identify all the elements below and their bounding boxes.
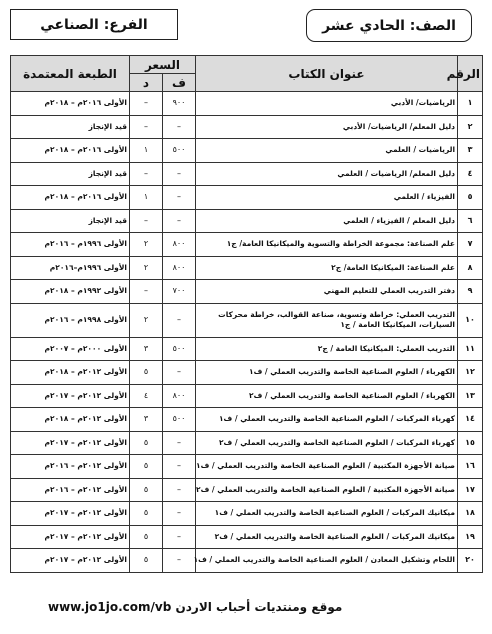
- row-price-dinar: ٣: [130, 337, 163, 361]
- table-row: [11, 280, 483, 304]
- row-price-fils: ٥٠٠: [163, 408, 196, 432]
- row-price-dinar: ٣: [130, 408, 163, 432]
- row-price-fils: –: [163, 162, 196, 186]
- row-edition: قيد الإنجاز: [11, 162, 130, 186]
- row-edition: الأولى ٢٠١٢م – ٢٠١٧م: [11, 431, 130, 455]
- row-edition: الأولى ١٩٩٨م – ٢٠١٦م: [11, 303, 130, 337]
- row-title: دليل المعلم/ الرياضيات/ الأدبي: [196, 115, 458, 139]
- row-price-dinar: –: [130, 115, 163, 139]
- row-number: ١٥: [458, 431, 483, 455]
- row-price-fils: –: [163, 525, 196, 549]
- row-price-fils: ٩٠٠: [163, 92, 196, 116]
- table-row: [11, 209, 483, 233]
- row-edition: الأولى ٢٠١٦م – ٢٠١٨م: [11, 186, 130, 210]
- table-row: [11, 303, 483, 337]
- row-price-fils: –: [163, 115, 196, 139]
- row-number: ١٤: [458, 408, 483, 432]
- row-price-fils: –: [163, 455, 196, 479]
- table-row: [11, 384, 483, 408]
- header-price: السعر: [130, 56, 196, 74]
- table-row: [11, 233, 483, 257]
- row-title: الفيزياء / العلمي: [196, 186, 458, 210]
- row-price-fils: –: [163, 209, 196, 233]
- row-price-dinar: ٢: [130, 303, 163, 337]
- table-row: [11, 186, 483, 210]
- row-number: ٨: [458, 256, 483, 280]
- row-title: الرياضيات/ الأدبي: [196, 92, 458, 116]
- row-number: ٣: [458, 139, 483, 163]
- row-title: الرياضيات / العلمي: [196, 139, 458, 163]
- table-row: [11, 361, 483, 385]
- row-title: كهرباء المركبات / العلوم الصناعية الخاصة والتدريب العملي / ف٢: [196, 431, 458, 455]
- table-row: [11, 549, 483, 573]
- row-edition: الأولى ١٩٩٢م – ٢٠١٨م: [11, 280, 130, 304]
- table-row: [11, 525, 483, 549]
- row-edition: الأولى ٢٠١٢م – ٢٠١٦م: [11, 455, 130, 479]
- row-number: ٦: [458, 209, 483, 233]
- row-price-dinar: ١: [130, 139, 163, 163]
- row-number: ١٢: [458, 361, 483, 385]
- row-title: علم الصناعة: الميكانيكا العامة/ ج٢: [196, 256, 458, 280]
- row-title: اللحام وتشكيل المعادن / العلوم الصناعية الخاصة والتدريب العملي / ف١: [196, 549, 458, 573]
- row-title: ميكانيك المركبات / العلوم الصناعية الخاصة والتدريب العملي / ف٢: [196, 525, 458, 549]
- row-edition: الأولى ٢٠١٢م – ٢٠١٨م: [11, 361, 130, 385]
- row-edition: الأولى ٢٠١٢م – ٢٠١٧م: [11, 549, 130, 573]
- row-title: كهرباء المركبات / العلوم الصناعية الخاصة والتدريب العملي / ف١: [196, 408, 458, 432]
- table-row: [11, 408, 483, 432]
- row-edition: الأولى ١٩٩٦م – ٢٠١٦م: [11, 233, 130, 257]
- row-title: التدريب العملي: خراطة وتسوية، صناعة القوالب، خراطة محركات السيارات، الميكانيكا العامة / ج١: [196, 303, 458, 337]
- row-edition: الأولى ٢٠٠٠م – ٢٠٠٧م: [11, 337, 130, 361]
- row-number: ١٩: [458, 525, 483, 549]
- row-price-dinar: ١: [130, 186, 163, 210]
- row-price-fils: –: [163, 502, 196, 526]
- row-title: علم الصناعة: مجموعة الخراطة والتسوية والميكانيكا العامة/ ج١: [196, 233, 458, 257]
- table-row: [11, 502, 483, 526]
- row-title: دفتر التدريب العملي للتعليم المهني: [196, 280, 458, 304]
- row-price-fils: ٧٠٠: [163, 280, 196, 304]
- row-price-fils: ٥٠٠: [163, 337, 196, 361]
- row-number: ٥: [458, 186, 483, 210]
- row-price-dinar: –: [130, 280, 163, 304]
- row-number: ٤: [458, 162, 483, 186]
- table-row: [11, 139, 483, 163]
- row-price-fils: –: [163, 478, 196, 502]
- row-price-dinar: ٥: [130, 549, 163, 573]
- row-number: ٢: [458, 115, 483, 139]
- row-title: دليل المعلم / الفيزياء / العلمي: [196, 209, 458, 233]
- row-number: ١٨: [458, 502, 483, 526]
- row-number: ١٧: [458, 478, 483, 502]
- row-edition: الأولى ٢٠١٦م – ٢٠١٨م: [11, 92, 130, 116]
- row-price-dinar: ٥: [130, 478, 163, 502]
- table-row: [11, 478, 483, 502]
- row-price-fils: –: [163, 361, 196, 385]
- row-price-fils: –: [163, 549, 196, 573]
- row-edition: الأولى ٢٠١٦م – ٢٠١٨م: [11, 139, 130, 163]
- row-price-dinar: ٢: [130, 233, 163, 257]
- row-edition: قيد الإنجاز: [11, 115, 130, 139]
- row-edition: الأولى ٢٠١٢م – ٢٠١٧م: [11, 502, 130, 526]
- row-title: دليل المعلم/ الرياضيات / العلمي: [196, 162, 458, 186]
- footer-url[interactable]: www.jo1jo.com/vb: [48, 600, 172, 614]
- row-title: الكهرباء / العلوم الصناعية الخاصة والتدريب العملي / ف٢: [196, 384, 458, 408]
- branch-label: [10, 9, 178, 40]
- grade-label: [306, 9, 472, 42]
- row-price-fils: –: [163, 431, 196, 455]
- header-title: عنوان الكتاب: [196, 56, 458, 92]
- row-number: ٩: [458, 280, 483, 304]
- row-number: ١٦: [458, 455, 483, 479]
- header-edition: الطبعة المعتمدة: [11, 56, 130, 92]
- row-title: صيانة الأجهزة المكتبية / العلوم الصناعية الخاصة والتدريب العملي / ف٢: [196, 478, 458, 502]
- footer-site: موقع ومنتديات أحباب الاردن: [175, 600, 343, 614]
- row-price-fils: ٨٠٠: [163, 384, 196, 408]
- row-price-dinar: ٥: [130, 502, 163, 526]
- row-price-fils: ٨٠٠: [163, 233, 196, 257]
- row-edition: الأولى ١٩٩٦م–٢٠١٦م: [11, 256, 130, 280]
- table-row: [11, 162, 483, 186]
- row-price-dinar: ٤: [130, 384, 163, 408]
- row-price-dinar: ٥: [130, 431, 163, 455]
- row-price-dinar: ٢: [130, 256, 163, 280]
- row-number: ٢٠: [458, 549, 483, 573]
- row-title: الكهرباء / العلوم الصناعية الخاصة والتدريب العملي / ف١: [196, 361, 458, 385]
- row-number: ١٠: [458, 303, 483, 337]
- row-edition: قيد الإنجاز: [11, 209, 130, 233]
- row-price-dinar: ٥: [130, 361, 163, 385]
- grade-text: الصف: الحادي عشر: [322, 17, 456, 34]
- row-title: ميكانيك المركبات / العلوم الصناعية الخاصة والتدريب العملي / ف١: [196, 502, 458, 526]
- table-row: [11, 431, 483, 455]
- footer: [48, 600, 342, 614]
- branch-text: الفرع: الصناعي: [40, 16, 148, 33]
- row-price-dinar: –: [130, 209, 163, 233]
- table-row: [11, 115, 483, 139]
- row-edition: الأولى ٢٠١٢م – ٢٠١٦م: [11, 478, 130, 502]
- row-number: ٧: [458, 233, 483, 257]
- row-number: ١٣: [458, 384, 483, 408]
- row-price-dinar: ٥: [130, 525, 163, 549]
- row-title: التدريب العملي: الميكانيكا العامة / ج٢: [196, 337, 458, 361]
- row-price-fils: –: [163, 303, 196, 337]
- row-price-fils: ٨٠٠: [163, 256, 196, 280]
- row-number: ١١: [458, 337, 483, 361]
- row-price-dinar: ٥: [130, 455, 163, 479]
- row-edition: الأولى ٢٠١٢م – ٢٠١٧م: [11, 384, 130, 408]
- row-price-fils: –: [163, 186, 196, 210]
- books-table: [10, 55, 483, 573]
- row-price-dinar: –: [130, 92, 163, 116]
- header-number: الرقم: [458, 56, 483, 92]
- header-fils: ف: [163, 74, 196, 92]
- row-edition: الأولى ٢٠١٢م – ٢٠١٨م: [11, 408, 130, 432]
- header-dinar: د: [130, 74, 163, 92]
- table-row: [11, 256, 483, 280]
- table-row: [11, 455, 483, 479]
- table-row: [11, 92, 483, 116]
- row-price-dinar: –: [130, 162, 163, 186]
- row-price-fils: ٥٠٠: [163, 139, 196, 163]
- row-title: صيانة الأجهزة المكتبية / العلوم الصناعية الخاصة والتدريب العملي / ف١: [196, 455, 458, 479]
- row-edition: الأولى ٢٠١٢م – ٢٠١٧م: [11, 525, 130, 549]
- row-number: ١: [458, 92, 483, 116]
- table-row: [11, 337, 483, 361]
